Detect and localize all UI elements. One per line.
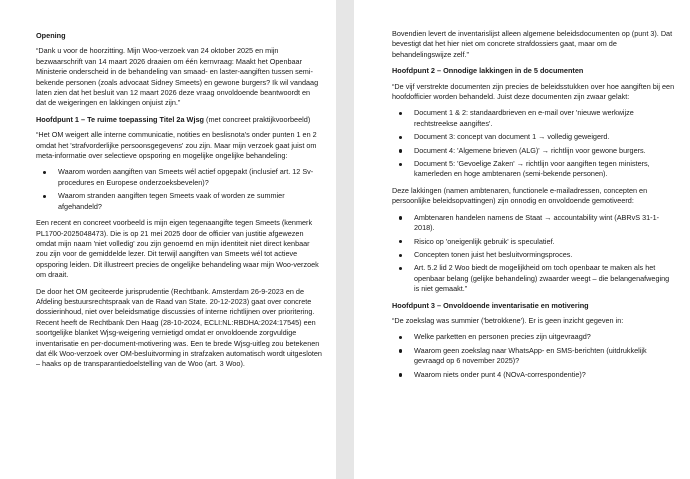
point1-jurisprudence: De door het OM geciteerde jurisprudentie (Rechtbank. Amsterdam 26-9-2023 en de Afdeling bestuursrechtspraak van de Raad van State. 20-12-2023) gaat over concrete dossierinhoud, niet over beleidsmatige discussies of interne richtlijnen over prioritering. Recent heeft de Rechtbank Den Haag (28-10-2024, ECLI:NL:RBDHA:2024:17545) een soortgelijke blanket Wjsg-weigering vernietigd omdat er onvoldoende zorgvuldige inventarisatie en per-document-motivering was. Een te brede Wjsg-uitleg zou betekenen dat élk Woo-verzoek over OM-besluitvorming in strafzaken automatisch wordt uitgesloten – haaks op de transparantiedoelstelling van de Woo (art. 3 Woo). [36,286,322,369]
opening-heading: Opening [36,31,66,40]
point2-intro: “De vijf verstrekte documenten zijn precies de beleidsstukken over hoe aangiften bij een hoofdofficier worden behandeld. Juist deze documenten zijn zwaar gelakt: [392,81,675,102]
list-item: Waarom stranden aangiften tegen Smeets vaak of worden ze summier afgehandeld? [36,191,322,212]
point2-argument-list [392,213,676,295]
point1-example: Een recent en concreet voorbeeld is mijn eigen tegenaangifte tegen Smeets (kenmerk PL1700-2025048473). Die is op 21 mei 2025 door de officier van justitie afgewezen omdat mijn naam 'niet volledig' zou zijn genoemd en mijn identiteit niet direct kenbaar zou zijn voor de gemiddelde lezer. Dit terwijl aangiften van Smeets wél tot actieve opsporing leiden. Dit illustreert precies de ongelijke behandeling waar mijn Woo-verzoek om draait. [36,218,319,280]
point1-heading-rest: (met concreet praktijkvoorbeeld) [204,114,311,124]
point2-heading: Hoofdpunt 2 – Onnodige lakkingen in de 5 documenten [392,66,584,76]
list-item: Ambtenaren handelen namens de Staat → accountability wint (ABRvS 31-1-2018). [392,213,676,234]
list-item: Waarom geen zoekslag naar WhatsApp- en SMS-berichten (uitdrukkelijk gevraagd op 6 november 2025)? [392,346,676,367]
point1-heading [36,115,322,125]
list-item: Art. 5.2 lid 2 Woo biedt de mogelijkheid om toch openbaar te maken als het openbaar belang (gelijke behandeling) zwaarder weegt – die belangenafweging is niet gemaakt.” [392,263,676,294]
list-item: Document 1 & 2: standaardbrieven en e-mail over 'nieuwe werkwijze rechtstreekse aangiftes'. [392,108,676,129]
document-page-left [0,0,336,479]
point3-intro: “De zoekslag was summier ('betrokkene'). Er is geen inzicht gegeven in: [392,315,624,325]
list-item: Document 5: 'Gevoelige Zaken' → richtlijn voor aangiften tegen ministers, kamerleden en hoge ambtenaren (semi-bekende personen). [392,159,676,180]
list-item: Risico op 'oneigenlijk gebruik' is speculatief. [392,237,676,247]
list-item: Document 4: 'Algemene brieven (ALG)' → richtlijn voor gewone burgers. [392,146,676,156]
list-item: Waarom worden aangiften van Smeets wél actief opgepakt (inclusief art. 12 Sv-procedures en Europese onderzoeksbevelen)? [36,167,322,188]
point2-document-list [392,108,676,179]
continuation-paragraph: Bovendien levert de inventarislijst alleen algemene beleidsdocumenten op (punt 3). Dat bevestigt dat het hier niet om concrete strafdossiers gaat, maar om de behandelingswijze zelf.” [392,29,673,59]
point3-question-list [392,332,676,380]
list-item: Welke parketten en personen precies zijn uitgevraagd? [392,332,676,342]
document-page-right [354,0,690,479]
list-item: Waarom niets onder punt 4 (NOvA-correspondentie)? [392,370,676,380]
opening-paragraph: “Dank u voor de hoorzitting. Mijn Woo-verzoek van 24 oktober 2025 en mijn bezwaarschrift van 14 maart 2026 draaien om één kernvraag: Maakt het Openbaar Ministerie onderscheid in de behandeling van smaad- en laster-aangiften tussen semi-bekende personen (zoals advocaat Sidney Smeets) en gewone burgers? Ik wil vandaag laten zien dat het besluit van 12 maart 2026 deze vraag onvoldoende beantwoordt en dat de weigeringen en lakkingen onjuist zijn.” [36,46,319,108]
point1-bullet-list [36,167,322,212]
point1-intro: “Het OM weigert alle interne communicatie, notities en beslisnota's onder punten 1 en 2 omdat het 'strafvorderlijke persoonsgegevens' zou zijn. Maar mijn verzoek gaat juist om meta-informatie over selectieve opsporing en mogelijke ongelijke behandeling: [36,130,317,161]
list-item: Concepten tonen juist het besluitvormingsproces. [392,250,676,260]
point2-middle: Deze lakkingen (namen ambtenaren, functionele e-mailadressen, concepten en persoonlijke beleidsopvattingen) zijn onnodig en onvoldoende gemotiveerd: [392,185,648,206]
list-item: Document 3: concept van document 1 → volledig geweigerd. [392,132,676,142]
point1-heading-bold: Hoofdpunt 1 – Te ruime toepassing Titel 2a Wjsg [36,114,204,124]
point3-heading: Hoofdpunt 3 – Onvoldoende inventarisatie en motivering [392,300,589,310]
